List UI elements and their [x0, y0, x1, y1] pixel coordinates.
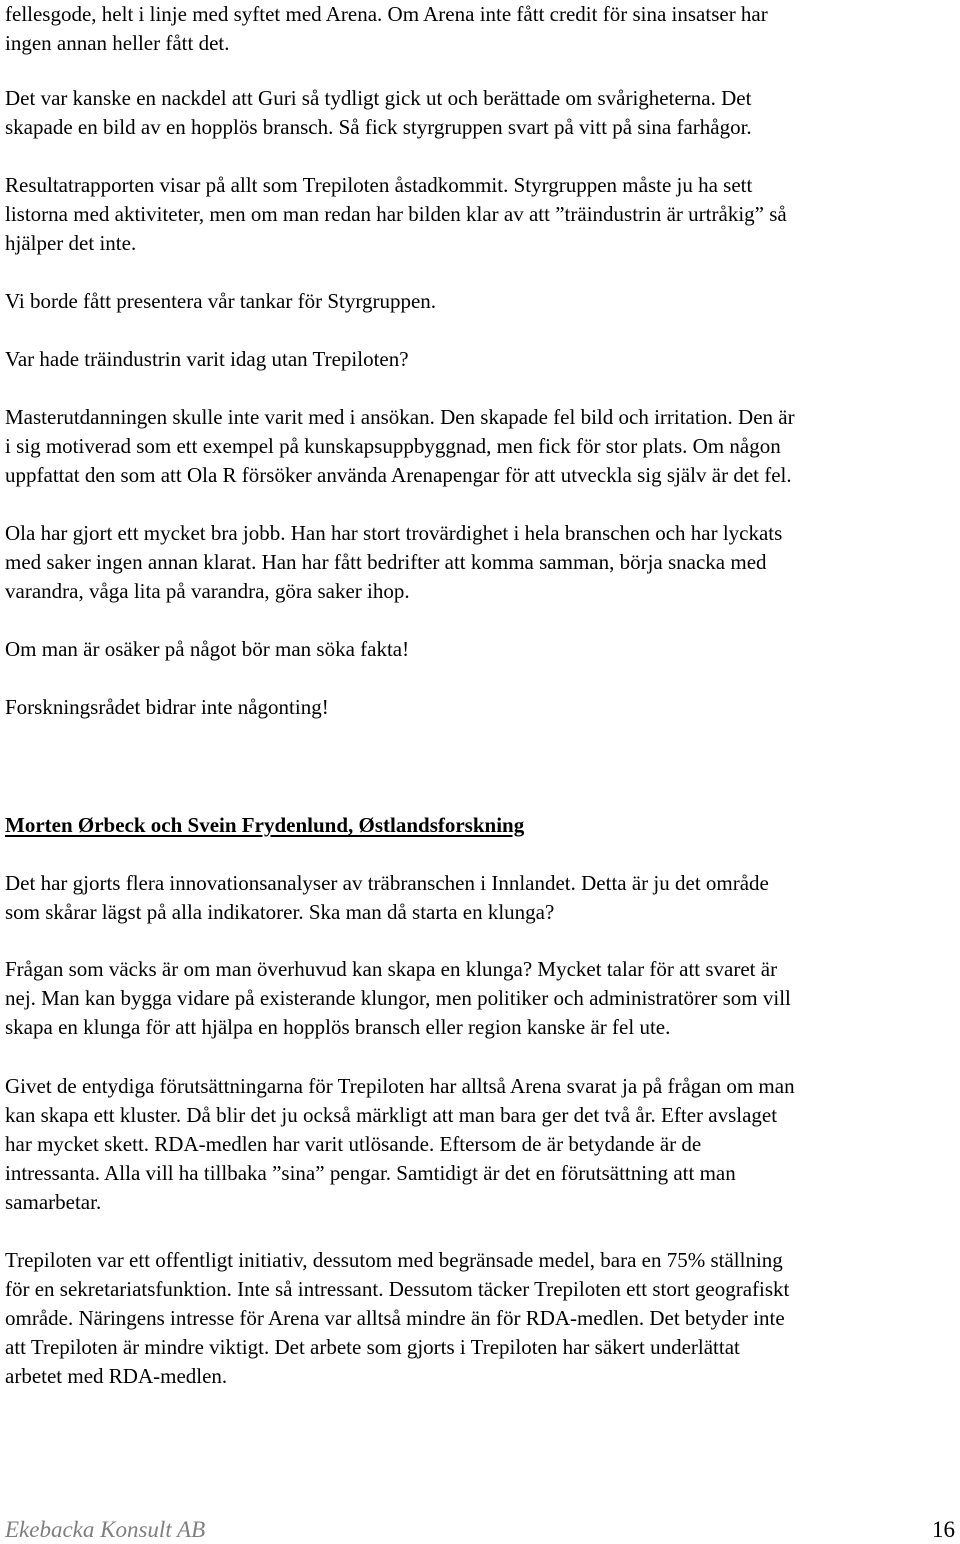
text-line: för en sekretariatsfunktion. Inte så intressant. Dessutom täcker Trepiloten ett stort geografiskt	[5, 1277, 790, 1301]
text-line: med saker ingen annan klarat. Han har fått bedrifter att komma samman, börja snacka med	[5, 550, 767, 574]
section-heading: Morten Ørbeck och Svein Frydenlund, Østlandsforskning	[5, 813, 525, 837]
text-line: arbetet med RDA-medlen.	[5, 1364, 228, 1388]
paragraph-4: Vi borde fått presentera vår tankar för Styrgruppen.	[5, 289, 437, 313]
text-line: intressanta. Alla vill ha tillbaka ”sina” pengar. Samtidigt är det en förutsättning att man	[5, 1161, 736, 1185]
footer-company: Ekebacka Konsult AB	[5, 1517, 206, 1542]
text-line: Frågan som väcks är om man överhuvud kan skapa en klunga? Mycket talar för att svaret är	[5, 957, 778, 981]
text-line: Det har gjorts flera innovationsanalyser av träbranschen i Innlandet. Detta är ju det område	[5, 871, 769, 895]
text-line: kan skapa ett kluster. Då blir det ju också märkligt att man bara ger det två år. Efter avslaget	[5, 1103, 778, 1127]
text-line: att Trepiloten är mindre viktigt. Det arbete som gjorts i Trepiloten har säkert underlättat	[5, 1335, 740, 1359]
text-line: nej. Man kan bygga vidare på existerande klungor, men politiker och administratörer som vill	[5, 986, 791, 1010]
text-line: ingen annan heller fått det.	[5, 31, 230, 55]
text-line: Givet de entydiga förutsättningarna för Trepiloten har alltså Arena svarat ja på frågan om man	[5, 1074, 795, 1098]
text-line: Ola har gjort ett mycket bra jobb. Han har stort trovärdighet i hela branschen och har lyckats	[5, 521, 783, 545]
text-line: hjälper det inte.	[5, 231, 137, 255]
text-line: listorna med aktiviteter, men om man redan har bilden klar av att ”träindustrin är urtråkig” så	[5, 202, 787, 226]
page-number: 16	[932, 1517, 955, 1542]
text-line: skapa en klunga för att hjälpa en hopplös bransch eller region kanske är fel ute.	[5, 1015, 671, 1039]
text-line: Trepiloten var ett offentligt initiativ, dessutom med begränsade medel, bara en 75% ställning	[5, 1248, 783, 1272]
text-line: Resultatrapporten visar på allt som Trepiloten åstadkommit. Styrgruppen måste ju ha sett	[5, 173, 753, 197]
text-line: uppfattat den som att Ola R försöker använda Arenapengar för att utveckla sig själv är det fel.	[5, 463, 792, 487]
text-line: skapade en bild av en hopplös bransch. Så fick styrgruppen svart på vitt på sina farhågor.	[5, 115, 752, 139]
text-line: som skårar lägst på alla indikatorer. Ska man då starta en klunga?	[5, 900, 555, 924]
text-line: i sig motiverad som ett exempel på kunskapsuppbyggnad, men fick för stor plats. Om någon	[5, 434, 781, 458]
paragraph-5: Var hade träindustrin varit idag utan Trepiloten?	[5, 347, 409, 371]
text-line: varandra, våga lita på varandra, göra saker ihop.	[5, 579, 410, 603]
text-line: Masterutdanningen skulle inte varit med i ansökan. Den skapade fel bild och irritation. Den är	[5, 405, 795, 429]
text-line: samarbetar.	[5, 1190, 102, 1214]
text-line: fellesgode, helt i linje med syftet med Arena. Om Arena inte fått credit för sina insatser har	[5, 2, 768, 26]
text-line: har mycket skett. RDA-medlen har varit utlösande. Eftersom de är betydande är de	[5, 1132, 702, 1156]
paragraph-8: Om man är osäker på något bör man söka fakta!	[5, 637, 410, 661]
text-line: Det var kanske en nackdel att Guri så tydligt gick ut och berättade om svårigheterna. Det	[5, 86, 752, 110]
paragraph-9: Forskningsrådet bidrar inte någonting!	[5, 695, 329, 719]
text-line: område. Näringens intresse för Arena var alltså mindre än för RDA-medlen. Det betyder inte	[5, 1306, 785, 1330]
